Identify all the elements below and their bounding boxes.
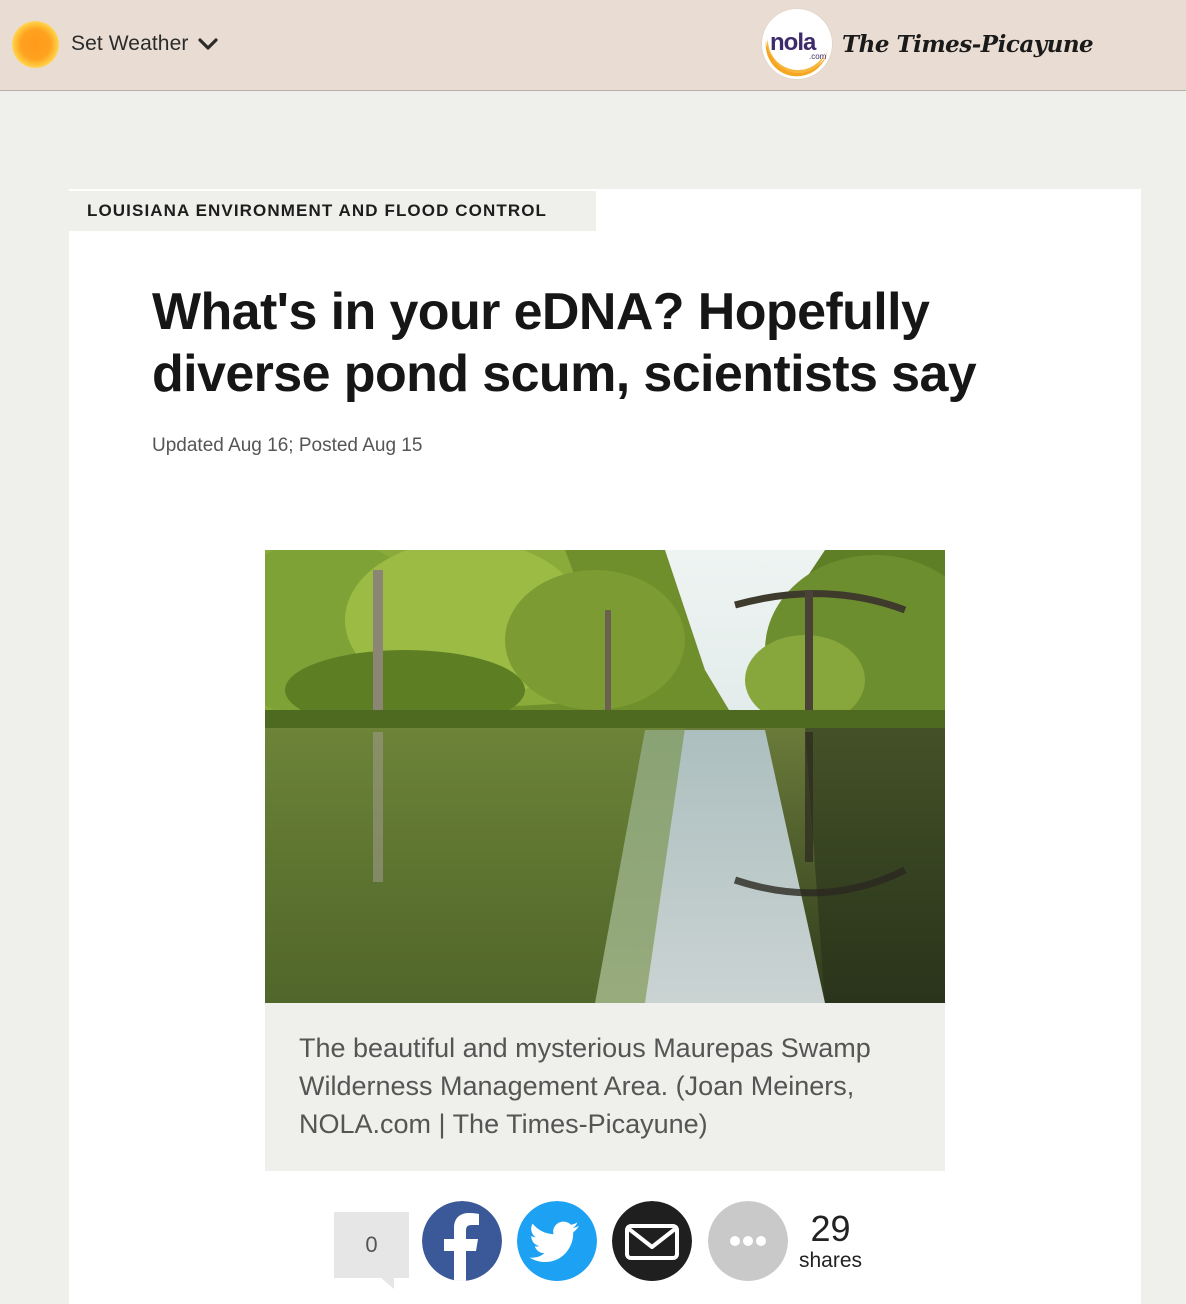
brand-logo-link[interactable] bbox=[762, 8, 1093, 80]
weather-label: Set Weather bbox=[71, 32, 189, 55]
comment-count: 0 bbox=[365, 1232, 378, 1257]
comment-bubble-tail bbox=[380, 1277, 394, 1289]
facebook-share-button[interactable] bbox=[422, 1201, 502, 1281]
ellipsis-icon bbox=[730, 1236, 766, 1246]
article-card bbox=[69, 189, 1141, 1304]
section-tag[interactable]: LOUISIANA ENVIRONMENT AND FLOOD CONTROL bbox=[69, 191, 596, 231]
share-count bbox=[799, 1209, 862, 1273]
email-share-button[interactable] bbox=[612, 1201, 692, 1281]
article-headline: What's in your eDNA? Hopefully diverse pond scum, scientists say bbox=[152, 283, 977, 403]
photo-caption: The beautiful and mysterious Maurepas Swamp Wilderness Management Area. (Joan Meiners, NOLA.com | The Times-Picayune) bbox=[299, 1033, 871, 1139]
nola-logo bbox=[762, 9, 832, 79]
share-bar bbox=[334, 1201, 894, 1291]
comment-count-button[interactable] bbox=[334, 1212, 409, 1278]
article-photo[interactable] bbox=[265, 550, 945, 1003]
more-share-button[interactable] bbox=[708, 1201, 788, 1281]
photo-caption-box bbox=[265, 1003, 945, 1171]
top-bar bbox=[0, 0, 1186, 91]
sun-icon bbox=[12, 21, 59, 68]
share-count-number: 29 bbox=[810, 1208, 851, 1249]
brand-name: The Times-Picayune bbox=[842, 30, 1094, 58]
share-count-label: shares bbox=[799, 1249, 863, 1272]
chevron-down-icon bbox=[198, 37, 218, 51]
set-weather-dropdown[interactable] bbox=[12, 20, 218, 68]
article-dateline: Updated Aug 16; Posted Aug 15 bbox=[152, 435, 423, 456]
swamp-photo bbox=[265, 550, 945, 1003]
nola-com-suffix: .com bbox=[809, 52, 827, 61]
nola-wordmark: nola bbox=[770, 29, 816, 56]
twitter-share-button[interactable] bbox=[517, 1201, 597, 1281]
